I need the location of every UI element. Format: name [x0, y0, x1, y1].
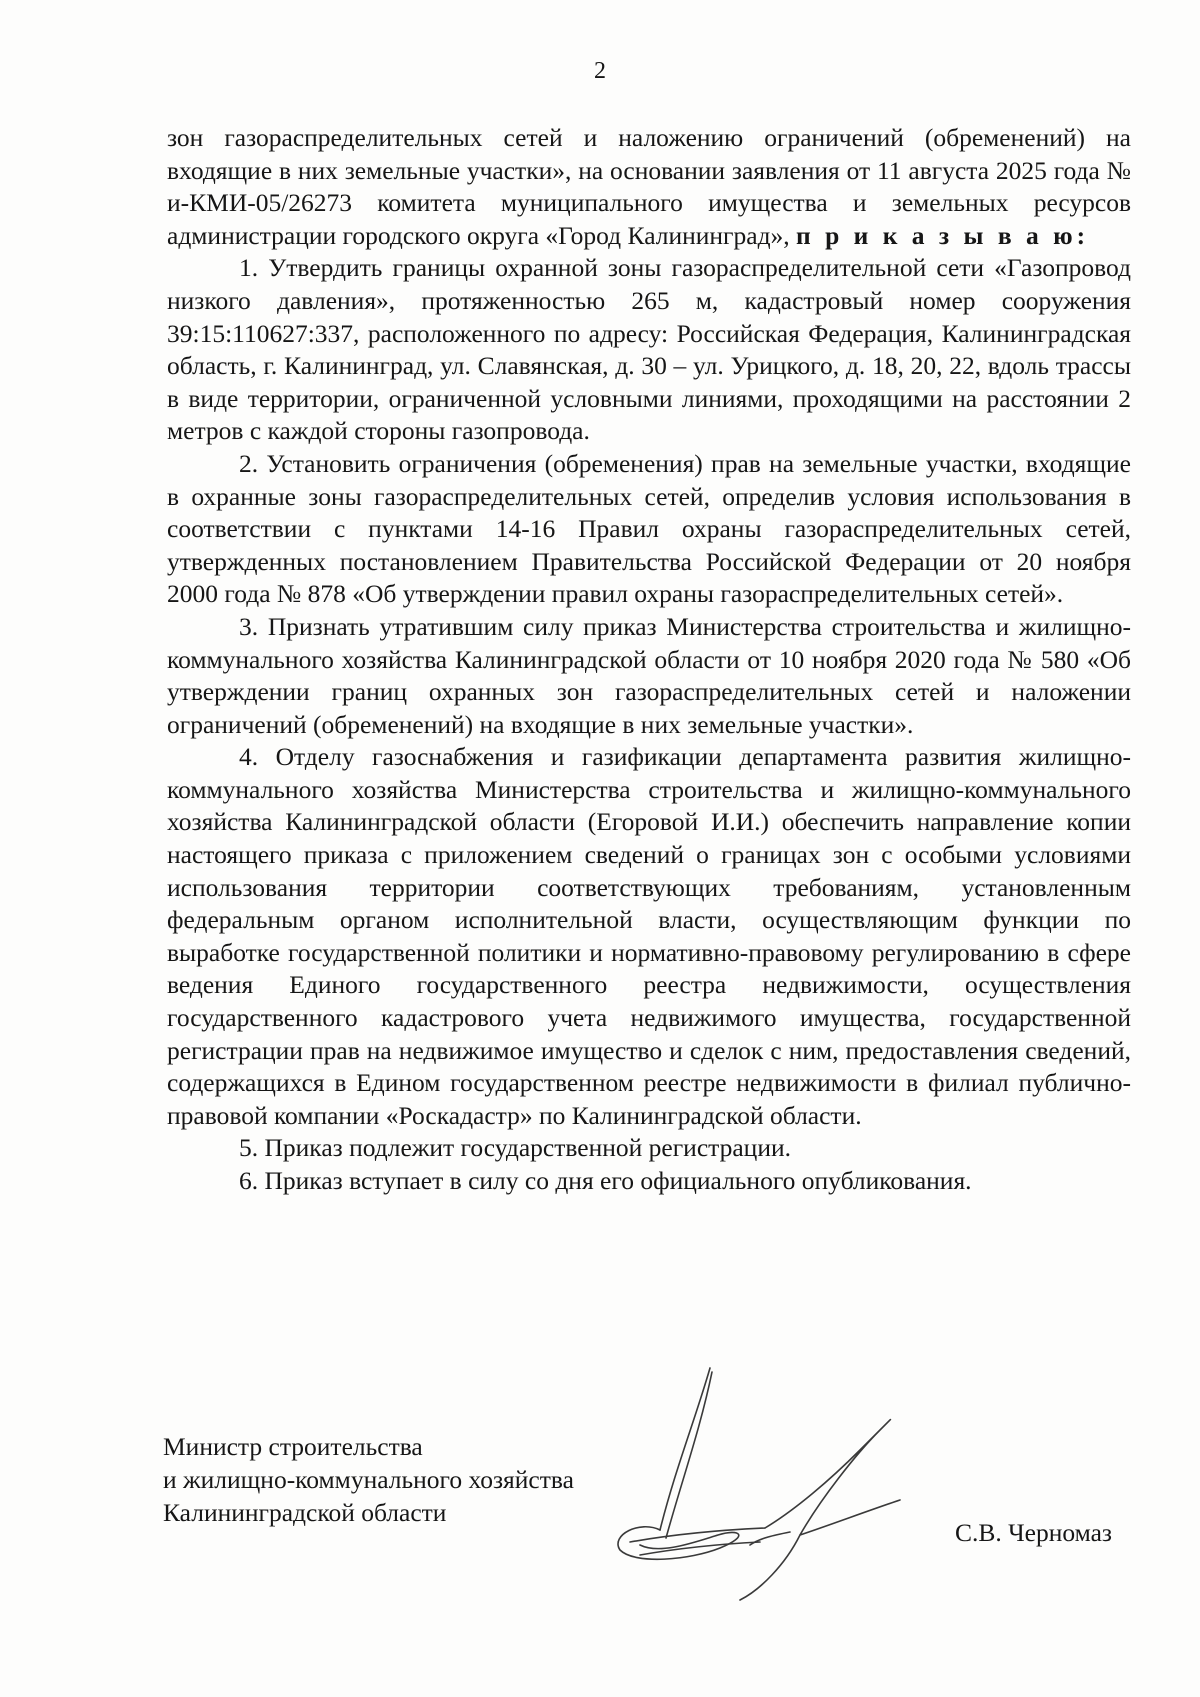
item-1: 1. Утвердить границы охранной зоны газораспределительной сети «Газопровод низкого давления», протяженностью 265 м, кадастровый номер сооружения 39:15:110627:337, расположенного по адресу: Российская Федерация, Калининградская область, г. Калининград, ул. Славянская, д. 30 – ул. Урицкого, д. 18, 20, 22, вдоль трассы в виде территории, ограниченной условными линиями, проходящими на расстоянии 2 метров с каждой стороны газопровода. [167, 253, 1131, 446]
item-2: 2. Установить ограничения (обременения) прав на земельные участки, входящие в охранные зоны газораспределительных сетей, определив условия использования в соответствии с пунктами 14-16 Правил охраны газораспределительных сетей, утвержденных постановлением Правительства Российской Федерации от 20 ноября 2000 года № 878 «Об утверждении правил охраны газораспределительных сетей». [167, 448, 1131, 609]
item-6: 6. Приказ вступает в силу со дня его официального опубликования. [239, 1166, 972, 1195]
signer-name: С.В. Черномаз [954, 1518, 1112, 1547]
item-5: 5. Приказ подлежит государственной регистрации. [239, 1133, 791, 1163]
page-number: 2 [594, 58, 606, 84]
item-3: 3. Признать утратившим силу приказ Министерства строительства и жилищно-коммунального хозяйства Калининградской области от 10 ноября 2020 года № 580 «Об утверждении границ охранных зон газораспределительных сетей и наложении ограничений (обременений) на входящие в них земельные участки». [167, 611, 1131, 739]
document-body [167, 122, 1131, 1198]
signatory-position [163, 1430, 574, 1529]
position-line-3: Калининградской области [163, 1498, 447, 1527]
position-line-1: Министр строительства [163, 1432, 423, 1461]
handwritten-signature [600, 1360, 930, 1610]
item-4: 4. Отделу газоснабжения и газификации департамента развития жилищно-коммунального хозяйства Министерства строительства и жилищно-коммунального хозяйства Калининградской области (Егоровой И.И.) обеспечить направление копии настоящего приказа с приложением сведений о границах зон с особыми условиями использования территории соответствующих требованиям, установленным федеральным органом исполнительной власти, осуществляющим функции по выработке государственной политики и нормативно-правовому регулированию в сфере ведения Единого государственного реестра недвижимости, осуществления государственного кадастрового учета недвижимого имущества, государственной регистрации прав на недвижимое имущество и сделок с ним, предоставления сведений, содержащихся в Едином государственном реестре недвижимости в филиал публично-правовой компании «Роскадастр» по Калининградской области. [167, 742, 1131, 1130]
intro-text: зон газораспределительных сетей и наложению ограничений (обременений) на входящие в них земельные участки», на основании заявления от 11 августа 2025 года № и-КМИ-05/26273 комитета муниципального имущества и земельных ресурсов администрации городского округа «Город Калининград», [167, 123, 1131, 250]
order-word: п р и к а з ы в а ю: [796, 220, 1090, 250]
position-line-2: и жилищно-коммунального хозяйства [163, 1465, 574, 1494]
intro-paragraph [167, 122, 1131, 252]
